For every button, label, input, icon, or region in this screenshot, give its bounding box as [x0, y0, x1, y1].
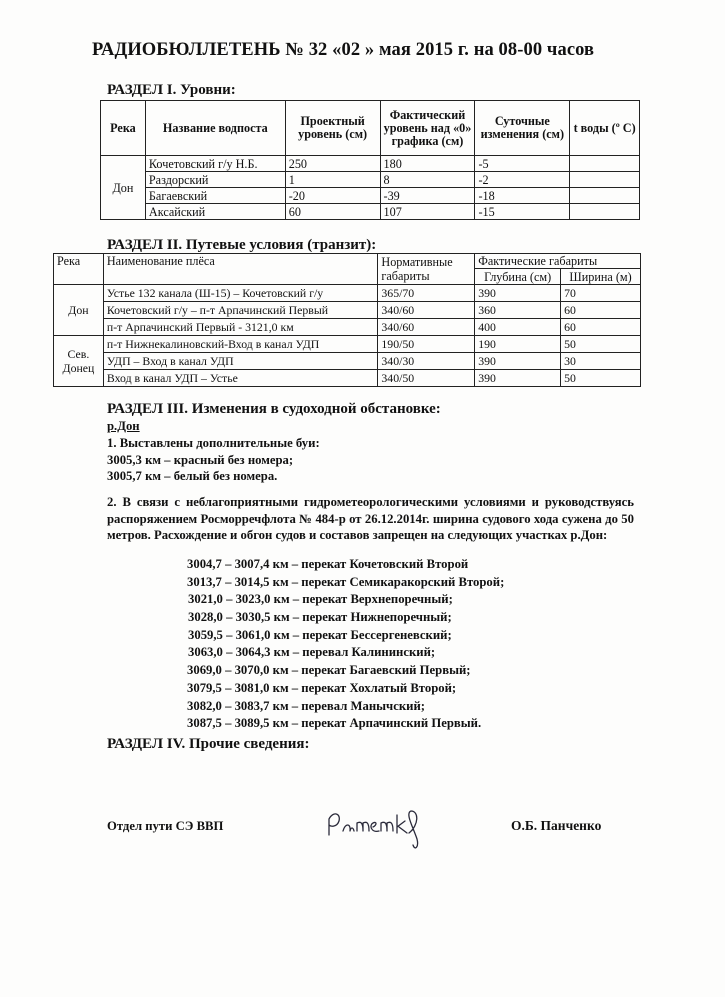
buoy-2: 3005,7 км – белый без номера. — [107, 469, 278, 483]
table-cell: 340/30 — [378, 353, 475, 370]
table-cell: 8 — [380, 172, 475, 188]
table-cell: -39 — [380, 188, 475, 204]
route-river-sev-donets: Сев. Донец — [54, 336, 104, 387]
table-cell: 190 — [475, 336, 561, 353]
list-item: 3021,0 – 3023,0 км – перекат Верхнепоречный; — [188, 592, 453, 607]
route-header-name: Наименование плёса — [103, 254, 378, 285]
table-row — [54, 353, 641, 370]
table-cell: 107 — [380, 204, 475, 220]
table-cell — [570, 204, 640, 220]
table-cell: -5 — [475, 156, 570, 172]
table-cell: -18 — [475, 188, 570, 204]
list-item: 3087,5 – 3089,5 км – перекат Арпачинский Первый. — [187, 716, 482, 731]
table-cell: 70 — [561, 285, 641, 302]
section4-heading: РАЗДЕЛ IV. Прочие сведения: — [107, 736, 310, 752]
list-item: 3028,0 – 3030,5 км – перекат Нижнепоречный; — [188, 610, 452, 625]
levels-table — [100, 100, 640, 220]
table-row — [54, 319, 641, 336]
table-cell: 390 — [475, 353, 561, 370]
table-cell: п-т Арпачинский Первый - 3121,0 км — [103, 319, 378, 336]
levels-header-row — [101, 101, 640, 156]
table-cell: 50 — [561, 370, 641, 387]
table-cell: Багаевский — [145, 188, 285, 204]
bulletin-title: РАДИОБЮЛЛЕТЕНЬ № 32 «02 » мая 2015 г. на 08-00 часов — [92, 40, 595, 60]
list-item: 3063,0 – 3064,3 км – перевал Калининский; — [188, 645, 436, 660]
table-cell — [570, 156, 640, 172]
table-cell: Кочетовский г/у – п-т Арпачинский Первый — [103, 302, 378, 319]
handwritten-signature — [323, 797, 443, 852]
route-header-width: Ширина (м) — [561, 269, 641, 285]
levels-header-post: Название водпоста — [145, 101, 285, 156]
route-header-row — [54, 254, 641, 269]
list-item: 3059,5 – 3061,0 км – перекат Бессергеневский; — [188, 627, 452, 642]
table-row — [101, 188, 640, 204]
table-row — [101, 204, 640, 220]
section3-item2: 2. В связи с неблагоприятными гидрометеорологическими условиями и руководствуясь распоряжением Росморречфлота № 484-р от 26.12.2014г. ширина судового хода сужена до 50 метров. Расхождение и обгон судов и составов запрещен на следующих участках р.Дон: — [107, 495, 634, 543]
table-cell: 340/60 — [378, 302, 475, 319]
table-row — [54, 285, 641, 302]
levels-header-river: Река — [101, 101, 146, 156]
table-cell: 390 — [475, 285, 561, 302]
table-cell: 30 — [561, 353, 641, 370]
list-item: 3013,7 – 3014,5 км – перекат Семикаракорский Второй; — [187, 574, 505, 589]
list-item: 3082,0 – 3083,7 км – перевал Манычский; — [187, 698, 425, 713]
table-cell: 250 — [285, 156, 380, 172]
table-cell — [570, 188, 640, 204]
table-cell: 60 — [561, 302, 641, 319]
table-cell: 60 — [285, 204, 380, 220]
table-cell: 360 — [475, 302, 561, 319]
table-cell: 1 — [285, 172, 380, 188]
table-cell: п-т Нижнекалиновский-Вход в канал УДП — [103, 336, 378, 353]
table-cell: 390 — [475, 370, 561, 387]
table-cell: 365/70 — [378, 285, 475, 302]
route-header-norm: Нормативные габариты — [378, 254, 475, 285]
levels-header-actual: Фактический уровень над «0» графика (см) — [380, 101, 475, 156]
table-cell: 400 — [475, 319, 561, 336]
table-row — [101, 156, 640, 172]
route-header-river: Река — [54, 254, 104, 285]
table-cell: 190/50 — [378, 336, 475, 353]
table-cell: УДП – Вход в канал УДП — [103, 353, 378, 370]
table-cell: Устье 132 канала (Ш-15) – Кочетовский г/у — [103, 285, 378, 302]
section2-heading: РАЗДЕЛ II. Путевые условия (транзит): — [107, 237, 377, 253]
table-cell: 340/60 — [378, 319, 475, 336]
route-header-depth: Глубина (см) — [475, 269, 561, 285]
table-cell: -15 — [475, 204, 570, 220]
table-cell: 340/50 — [378, 370, 475, 387]
buoy-1: 3005,3 км – красный без номера; — [107, 453, 294, 467]
table-cell: -2 — [475, 172, 570, 188]
table-cell: 50 — [561, 336, 641, 353]
table-row — [54, 336, 641, 353]
levels-river: Дон — [101, 156, 146, 220]
list-item: 3069,0 – 3070,0 км – перекат Багаевский Первый; — [187, 663, 471, 678]
section3-river: р.Дон — [107, 419, 140, 433]
table-cell: -20 — [285, 188, 380, 204]
list-item: 3004,7 – 3007,4 км – перекат Кочетовский Второй — [187, 557, 469, 571]
route-header-fact: Фактические габариты — [475, 254, 641, 269]
footer-department: Отдел пути СЭ ВВП — [107, 819, 224, 833]
levels-header-daily: Суточные изменения (см) — [475, 101, 570, 156]
table-cell: Вход в канал УДП – Устье — [103, 370, 378, 387]
section1-heading: РАЗДЕЛ I. Уровни: — [107, 82, 236, 98]
table-cell: Кочетовский г/у Н.Б. — [145, 156, 285, 172]
route-river-don: Дон — [54, 285, 104, 336]
table-cell — [570, 172, 640, 188]
levels-header-temp: t воды (º С) — [570, 101, 640, 156]
table-cell: 180 — [380, 156, 475, 172]
table-cell: Раздорский — [145, 172, 285, 188]
table-cell: Аксайский — [145, 204, 285, 220]
table-row — [54, 302, 641, 319]
route-table — [53, 253, 641, 387]
table-row — [54, 370, 641, 387]
section3-heading: РАЗДЕЛ III. Изменения в судоходной обстановке: — [107, 401, 441, 417]
table-row — [101, 172, 640, 188]
levels-header-design: Проектный уровень (см) — [285, 101, 380, 156]
list-item: 3079,5 – 3081,0 км – перекат Хохлатый Второй; — [187, 680, 457, 695]
footer-name: О.Б. Панченко — [511, 818, 602, 833]
table-cell: 60 — [561, 319, 641, 336]
signature — [323, 797, 443, 852]
section3-item1: 1. Выставлены дополнительные буи: — [107, 436, 320, 450]
segment-list — [187, 556, 504, 733]
